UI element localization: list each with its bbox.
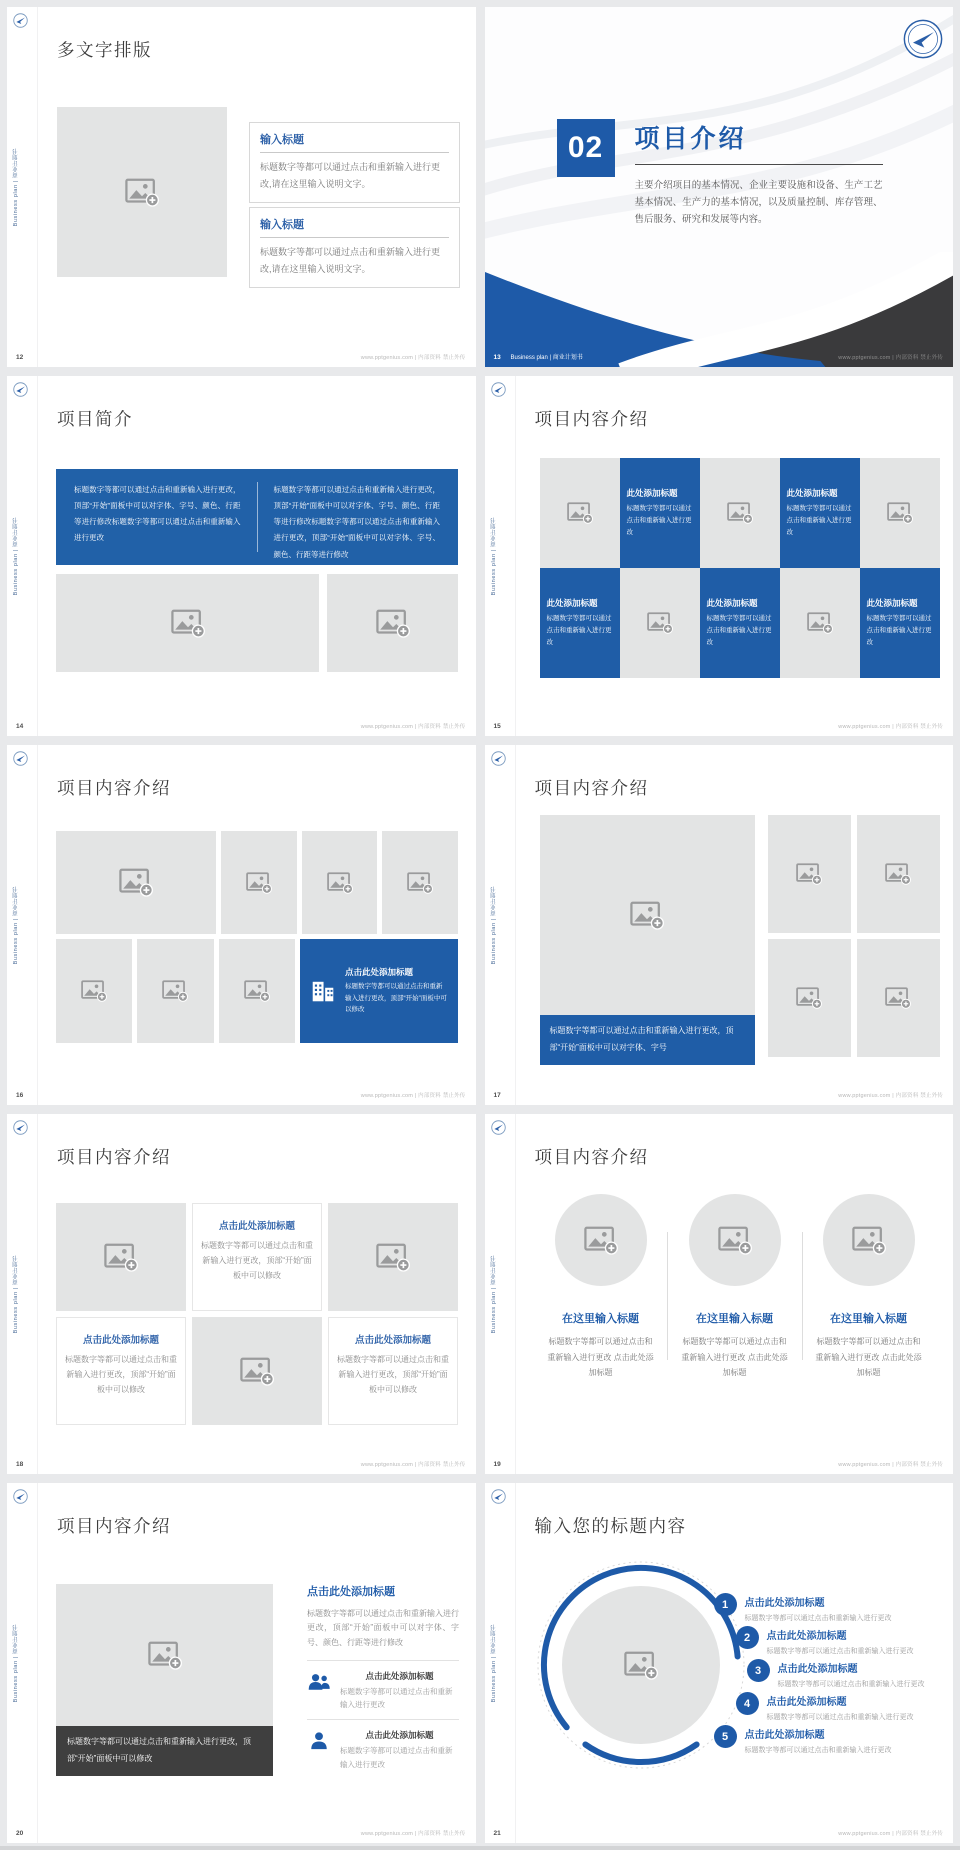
- sidebar-vertical-label: Business plan | 商业计划书: [490, 1254, 497, 1334]
- slide-title: 项目内容介绍: [57, 1147, 171, 1167]
- slide-21-thumbnail[interactable]: [485, 1483, 954, 1843]
- image-placeholder: [857, 815, 940, 933]
- building-icon: [310, 978, 336, 1004]
- item-number-badge: 2: [736, 1626, 759, 1649]
- divider: [802, 1232, 803, 1360]
- cell-title: 此处添加标题: [626, 488, 678, 499]
- slide-number: 20: [16, 1830, 24, 1837]
- card-title: 点击此处添加标题: [82, 1335, 159, 1346]
- slide-17-thumbnail[interactable]: [485, 745, 954, 1105]
- brand-logo-icon: [13, 382, 28, 397]
- numbered-item: [736, 1626, 914, 1656]
- slide-15-thumbnail[interactable]: [485, 376, 954, 736]
- box-title: 点击此处添加标题: [344, 967, 413, 978]
- image-row: [56, 831, 458, 934]
- cell-title: 此处添加标题: [706, 598, 758, 609]
- image-placeholder: [555, 1194, 647, 1286]
- checkerboard-grid: [540, 458, 940, 678]
- slide-number: 15: [493, 723, 501, 730]
- sidebar-vertical-label: Business plan | 商业计划书: [13, 885, 19, 965]
- block-body: 标题数字等都可以通过点击和重新输入进行更改,请在这里输入说明文字。: [260, 162, 441, 189]
- section-header: [557, 119, 883, 228]
- cell-title: 此处添加标题: [866, 598, 918, 609]
- feature-column: [668, 1194, 802, 1381]
- image-placeholder: [56, 939, 132, 1043]
- item-number-badge: 3: [747, 1659, 770, 1682]
- divider: [37, 376, 38, 736]
- text-cell: [620, 458, 700, 568]
- image-placeholder: [780, 568, 860, 678]
- sidebar-vertical-label: Business plan | 商业计划书: [13, 1254, 19, 1334]
- numbered-item: [736, 1692, 914, 1722]
- cell-body: 标题数字等都可以通过点击和重新输入进行更改: [706, 615, 772, 646]
- image-grid: [768, 815, 940, 1057]
- slide-number: 12: [16, 354, 24, 361]
- image-caption: 标题数字等都可以通过点击和重新输入进行更改，顶部“开始”面板中可以修改: [56, 1726, 273, 1776]
- image-placeholder: [540, 458, 620, 568]
- brand-logo-icon: [13, 751, 28, 766]
- slide-13-thumbnail[interactable]: [485, 7, 954, 367]
- panel-column: 标题数字等都可以通过点击和重新输入进行更改，顶部“开始”面板中可以对字体、字号、颜色、行距等进行修改标题数字等都可以通过点击和重新输入进行更改，顶部“开始”面板中可以对字体、字号、颜色、行距等进行修改: [273, 485, 440, 559]
- list-item: [307, 1660, 459, 1719]
- sidebar-vertical-label: Business plan | 商业计划书: [490, 885, 497, 965]
- slide-title: 多文字排版: [57, 40, 152, 60]
- image-placeholder: [219, 939, 295, 1043]
- divider: [515, 745, 516, 1105]
- item-title: 点击此处添加标题: [766, 1697, 847, 1708]
- feature-columns: [534, 1194, 936, 1381]
- image-placeholder: [860, 458, 940, 568]
- item-title: 点击此处添加标题: [777, 1664, 858, 1675]
- divider: [667, 1232, 668, 1360]
- numbered-item: [747, 1659, 925, 1689]
- item-number-badge: 5: [714, 1725, 737, 1748]
- cell-body: 标题数字等都可以通过点击和重新输入进行更改: [866, 615, 932, 646]
- image-placeholder: [823, 1194, 915, 1286]
- item-title: 点击此处添加标题: [744, 1730, 825, 1741]
- university-logo-icon: [903, 19, 943, 59]
- image-placeholder: [192, 1317, 322, 1425]
- image-placeholder: [56, 574, 319, 672]
- divider: [515, 376, 516, 736]
- image-placeholder: [689, 1194, 781, 1286]
- brand-logo-icon: [13, 1489, 28, 1504]
- divider: [37, 7, 38, 367]
- brand-logo-icon: [491, 751, 506, 766]
- item-title: 点击此处添加标题: [766, 1631, 847, 1642]
- divider: [37, 1114, 38, 1474]
- item-body: 标题数字等都可以通过点击和重新输入进行更改: [777, 1681, 925, 1688]
- text-block: [249, 207, 460, 288]
- item-title: 点击此处添加标题: [744, 1598, 825, 1609]
- slide-footer-link: www.pptgenius.com | 内部资料 禁止外传: [838, 1093, 943, 1099]
- item-body: 标题数字等都可以通过点击和重新输入进行更改: [340, 1746, 453, 1769]
- brand-logo-icon: [491, 1120, 506, 1135]
- feature-body: 标题数字等都可以通过点击和重新输入进行更改 点击此处添加标题: [547, 1337, 654, 1378]
- sidebar-vertical-label: Business plan | 商业计划书: [13, 516, 19, 596]
- text-block: [249, 122, 460, 203]
- card-title: 点击此处添加标题: [354, 1335, 431, 1346]
- feature-title: 在这里输入标题: [562, 1313, 639, 1325]
- image-placeholder: [56, 831, 216, 934]
- image-placeholder: [768, 815, 851, 933]
- slide-footer-link: www.pptgenius.com | 内部资料 禁止外传: [360, 355, 466, 361]
- text-cell: [700, 568, 780, 678]
- image-placeholder: [624, 1651, 658, 1680]
- cell-title: 此处添加标题: [546, 598, 598, 609]
- image-caption: 标题数字等都可以通过点击和重新输入进行更改，顶部“开始”面板中可以对字体、字号: [540, 1015, 755, 1065]
- image-placeholder: [56, 1203, 186, 1311]
- cell-body: 标题数字等都可以通过点击和重新输入进行更改: [546, 615, 612, 646]
- card-title: 点击此处添加标题: [218, 1221, 295, 1232]
- text-column: [307, 1583, 459, 1779]
- column-title: 点击此处添加标题: [307, 1586, 395, 1598]
- slide-number: 21: [493, 1830, 501, 1837]
- block-title: 输入标题: [260, 216, 449, 238]
- item-title: 点击此处添加标题: [365, 1671, 434, 1682]
- item-body: 标题数字等都可以通过点击和重新输入进行更改: [340, 1687, 453, 1710]
- people-icon: [307, 1672, 331, 1692]
- panel-column: 标题数字等都可以通过点击和重新输入进行更改，顶部“开始”面板中可以对字体、字号、颜色、行距等进行修改标题数字等都可以通过点击和重新输入进行更改: [74, 482, 258, 552]
- image-placeholder: [857, 939, 940, 1057]
- item-body: 标题数字等都可以通过点击和重新输入进行更改: [766, 1648, 914, 1655]
- divider: [515, 1114, 516, 1474]
- text-card: [192, 1203, 322, 1311]
- section-title: 项目介绍: [634, 125, 747, 153]
- feature-title: 在这里输入标题: [696, 1313, 773, 1325]
- image-placeholder: [221, 831, 297, 934]
- slide-footer-link: www.pptgenius.com | 内部资料 禁止外传: [838, 1831, 943, 1837]
- person-icon: [307, 1731, 331, 1751]
- item-number-badge: 4: [736, 1692, 759, 1715]
- slide-title: 项目内容介绍: [534, 1147, 649, 1167]
- text-cell: [540, 568, 620, 678]
- slide-19-thumbnail[interactable]: [485, 1114, 954, 1474]
- slide-number: 18: [16, 1461, 24, 1468]
- text-card: [56, 1317, 186, 1425]
- cell-body: 标题数字等都可以通过点击和重新输入进行更改: [786, 505, 852, 536]
- brand-logo-icon: [491, 1489, 506, 1504]
- slide-number: 19: [493, 1461, 501, 1468]
- item-body: 标题数字等都可以通过点击和重新输入进行更改: [744, 1747, 892, 1754]
- divider: [37, 745, 38, 1105]
- card-body: 标题数字等都可以通过点击和重新输入进行更改，顶部“开始”面板中可以修改: [337, 1355, 449, 1394]
- image-placeholder: [302, 831, 378, 934]
- feature-column: [534, 1194, 668, 1381]
- item-number-badge: 1: [714, 1593, 737, 1616]
- image-placeholder: [137, 939, 213, 1043]
- text-cell: [780, 458, 860, 568]
- slide-number: 13: [493, 354, 501, 361]
- image-row: [56, 939, 458, 1043]
- image-placeholder: [328, 1203, 458, 1311]
- slide-footer-link: www.pptgenius.com | 内部资料 禁止外传: [360, 1462, 466, 1468]
- list-item: [307, 1719, 459, 1778]
- feature-title: 在这里输入标题: [830, 1313, 907, 1325]
- slide-title: 输入您的标题内容: [534, 1516, 687, 1536]
- slide-16-thumbnail[interactable]: [7, 745, 476, 1105]
- divider: [635, 164, 883, 165]
- sidebar-vertical-label: Business plan | 商业计划书: [13, 1623, 19, 1703]
- image-placeholder: [57, 107, 227, 277]
- slide-title: 项目简介: [57, 409, 133, 429]
- item-body: 标题数字等都可以通过点击和重新输入进行更改: [744, 1615, 892, 1622]
- text-cell: [860, 568, 940, 678]
- slide-title: 项目内容介绍: [534, 409, 649, 429]
- item-title: 点击此处添加标题: [365, 1730, 434, 1741]
- card-body: 标题数字等都可以通过点击和重新输入进行更改，顶部“开始”面板中可以修改: [65, 1355, 177, 1394]
- item-body: 标题数字等都可以通过点击和重新输入进行更改: [766, 1714, 914, 1721]
- feature-body: 标题数字等都可以通过点击和重新输入进行更改 点击此处添加标题: [815, 1337, 922, 1378]
- slide-footer-link: www.pptgenius.com | 内部资料 禁止外传: [360, 724, 466, 730]
- slide-12-thumbnail[interactable]: [7, 7, 476, 367]
- image-placeholder: [327, 574, 458, 672]
- brand-logo-icon: [491, 382, 506, 397]
- sidebar-vertical-label: Business plan | 商业计划书: [13, 147, 19, 227]
- image-placeholder: [768, 939, 851, 1057]
- card-body: 标题数字等都可以通过点击和重新输入进行更改，顶部“开始”面板中可以修改: [201, 1241, 313, 1280]
- blue-text-panel: [56, 469, 458, 565]
- slide-title: 项目内容介绍: [57, 1516, 171, 1536]
- brand-logo-icon: [13, 1120, 28, 1135]
- slide-footer-link: www.pptgenius.com | 内部资料 禁止外传: [838, 355, 943, 361]
- box-body: 标题数字等都可以通过点击和重新输入进行更改，顶部“开始”面板中可以修改: [344, 983, 447, 1014]
- image-placeholder: [620, 568, 700, 678]
- slide-18-thumbnail[interactable]: [7, 1114, 476, 1474]
- image-placeholder: [700, 458, 780, 568]
- text-card: [328, 1317, 458, 1425]
- page-bottom-strip: [0, 1846, 960, 1850]
- slide-footer-label: Business plan | 商业计划书: [510, 355, 583, 361]
- swoosh-graphic: [485, 252, 954, 367]
- slide-footer-link: www.pptgenius.com | 内部资料 禁止外传: [838, 724, 943, 730]
- slide-footer-link: www.pptgenius.com | 内部资料 禁止外传: [360, 1831, 466, 1837]
- feature-column: [802, 1194, 936, 1381]
- slide-number: 14: [16, 723, 24, 730]
- numbered-item: [714, 1593, 892, 1623]
- divider: [515, 1483, 516, 1843]
- slide-title: 项目内容介绍: [57, 778, 171, 798]
- feature-body: 标题数字等都可以通过点击和重新输入进行更改 点击此处添加标题: [681, 1337, 788, 1378]
- cell-body: 标题数字等都可以通过点击和重新输入进行更改: [626, 505, 692, 536]
- slide-number: 16: [16, 1092, 24, 1099]
- slide-20-thumbnail[interactable]: [7, 1483, 476, 1843]
- block-title: 输入标题: [260, 131, 449, 153]
- section-number: 02: [557, 119, 615, 177]
- sidebar-vertical-label: Business plan | 商业计划书: [490, 1623, 497, 1703]
- highlight-box: [300, 939, 458, 1043]
- image-placeholder: [56, 1584, 273, 1726]
- cell-title: 此处添加标题: [786, 488, 838, 499]
- image-placeholder: [382, 831, 458, 934]
- section-description: 主要介绍项目的基本情况、企业主要设施和设备、生产工艺基本情况、生产力的基本情况，以及质量控制、库存管理、售后服务、研究和发展等内容。: [634, 180, 883, 226]
- checkerboard-grid: [56, 1203, 458, 1425]
- slide-14-thumbnail[interactable]: [7, 376, 476, 736]
- numbered-item: [714, 1725, 892, 1755]
- image-placeholder: [540, 815, 755, 1015]
- brand-logo-icon: [13, 13, 28, 28]
- slide-number: 17: [493, 1092, 501, 1099]
- block-body: 标题数字等都可以通过点击和重新输入进行更改,请在这里输入说明文字。: [260, 247, 441, 274]
- column-body: 标题数字等都可以通过点击和重新输入进行更改，顶部“开始”面板中可以对字体、字号、颜色、行距等进行修改: [307, 1609, 459, 1647]
- slide-footer-link: www.pptgenius.com | 内部资料 禁止外传: [838, 1462, 943, 1468]
- sidebar-vertical-label: Business plan | 商业计划书: [490, 516, 497, 596]
- slide-title: 项目内容介绍: [534, 778, 649, 798]
- slide-footer-link: www.pptgenius.com | 内部资料 禁止外传: [360, 1093, 466, 1099]
- divider: [37, 1483, 38, 1843]
